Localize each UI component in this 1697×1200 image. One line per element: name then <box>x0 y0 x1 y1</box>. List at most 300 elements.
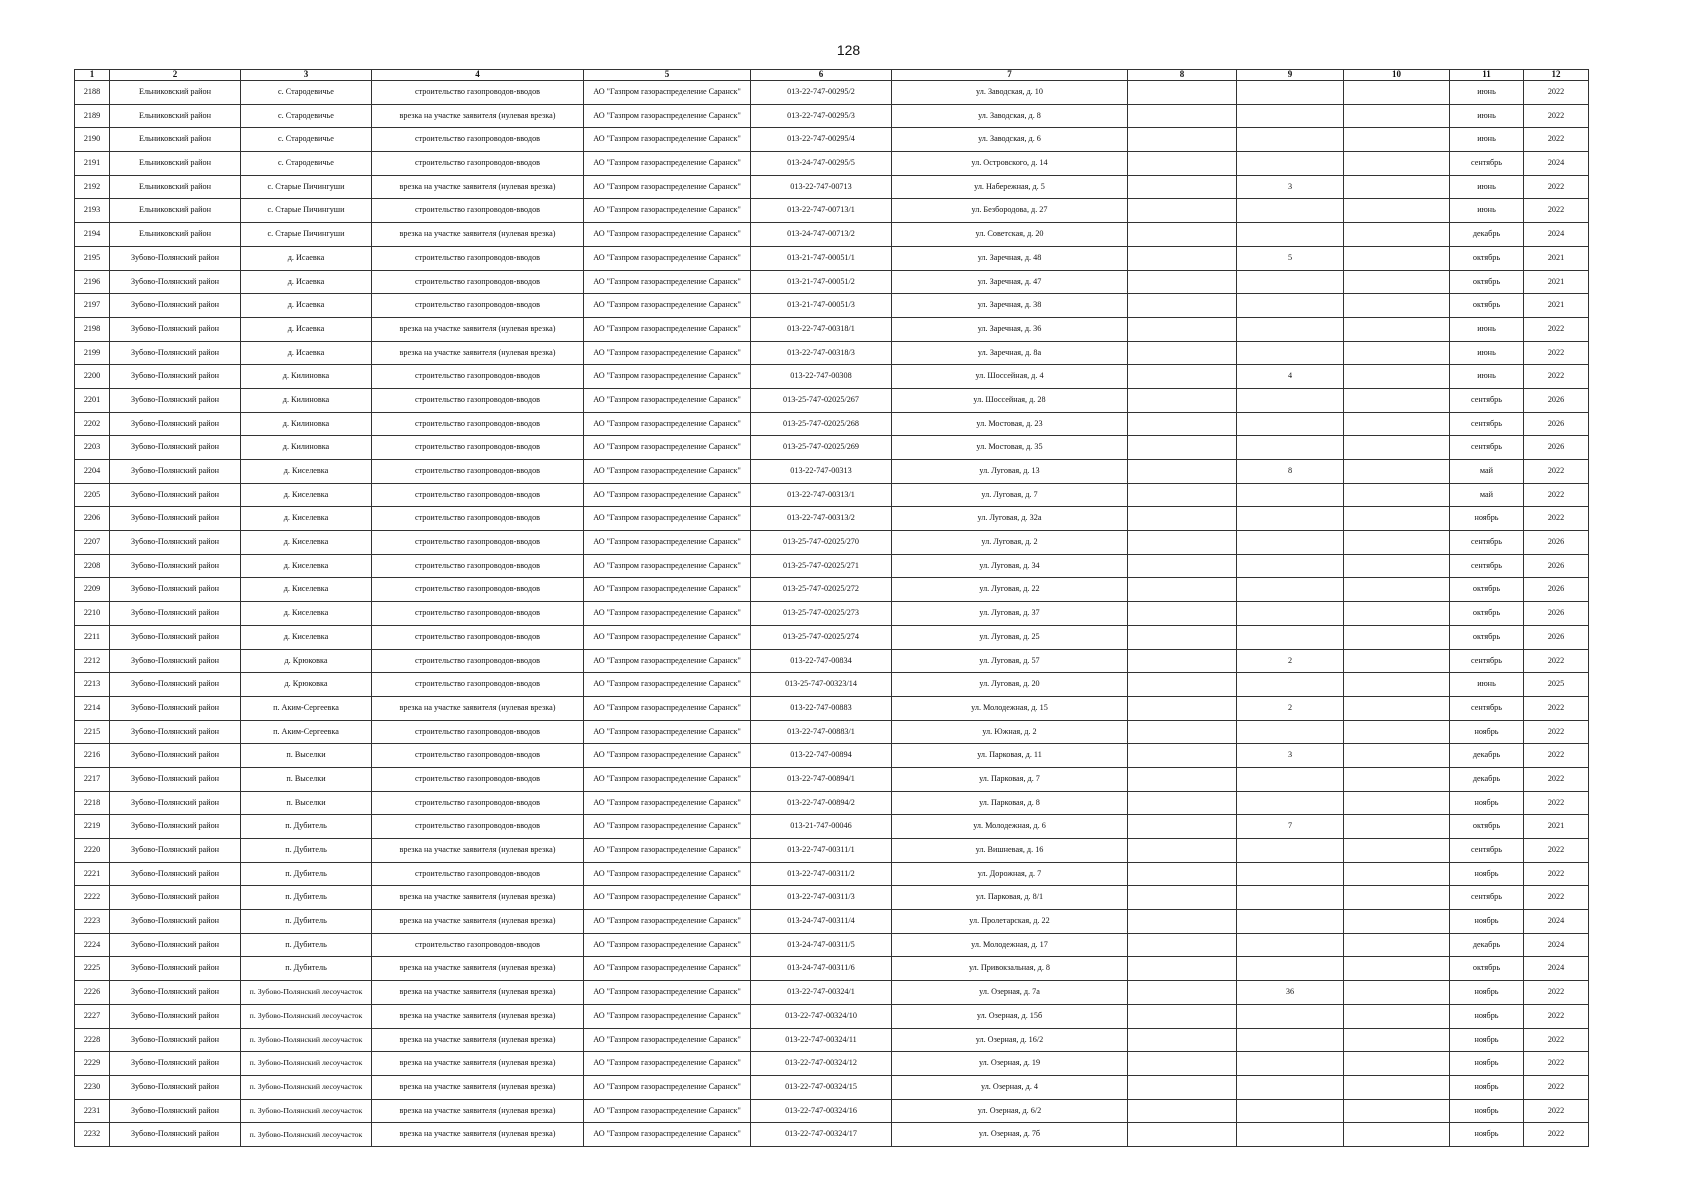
table-cell: 2188 <box>75 81 110 105</box>
table-cell: Зубово-Полянский район <box>110 933 241 957</box>
table-cell: Зубово-Полянский район <box>110 602 241 626</box>
table-cell: ул. Безбородова, д. 27 <box>892 199 1128 223</box>
table-cell: 2230 <box>75 1075 110 1099</box>
table-cell: д. Киселевка <box>241 554 372 578</box>
table-cell: Зубово-Полянский район <box>110 720 241 744</box>
table-cell: 2022 <box>1524 1052 1589 1076</box>
table-cell: ул. Озерная, д. 19 <box>892 1052 1128 1076</box>
table-cell: АО "Газпром газораспределение Саранск" <box>584 128 751 152</box>
table-cell: Ельниковский район <box>110 175 241 199</box>
table-row <box>75 696 1589 720</box>
table-cell: 2 <box>1237 696 1344 720</box>
table-cell: д. Килиновка <box>241 388 372 412</box>
table-cell <box>1128 483 1237 507</box>
table-cell: строительство газопроводов-вводов <box>372 531 584 555</box>
table-cell <box>1128 554 1237 578</box>
table-cell <box>1128 649 1237 673</box>
table-cell <box>1237 412 1344 436</box>
table-cell: АО "Газпром газораспределение Саранск" <box>584 341 751 365</box>
table-cell <box>1128 910 1237 934</box>
table-cell: 2213 <box>75 673 110 697</box>
table-cell: 013-25-747-02025/270 <box>751 531 892 555</box>
table-cell <box>1344 294 1450 318</box>
table-cell <box>1237 886 1344 910</box>
table-cell: д. Киселевка <box>241 460 372 484</box>
table-cell: АО "Газпром газораспределение Саранск" <box>584 317 751 341</box>
table-row <box>75 388 1589 412</box>
table-cell: АО "Газпром газораспределение Саранск" <box>584 1123 751 1147</box>
table-cell: 2022 <box>1524 81 1589 105</box>
table-cell: Зубово-Полянский район <box>110 744 241 768</box>
table-cell: ул. Молодежная, д. 6 <box>892 815 1128 839</box>
table-cell: 2215 <box>75 720 110 744</box>
table-cell <box>1237 957 1344 981</box>
table-cell: 013-24-747-00311/6 <box>751 957 892 981</box>
table-cell: Ельниковский район <box>110 223 241 247</box>
table-cell: 2191 <box>75 152 110 176</box>
table-cell: 013-22-747-00883/1 <box>751 720 892 744</box>
table-cell <box>1344 1028 1450 1052</box>
table-cell <box>1344 649 1450 673</box>
table-row <box>75 365 1589 389</box>
table-cell: АО "Газпром газораспределение Саранск" <box>584 152 751 176</box>
table-cell: ул. Заречная, д. 48 <box>892 246 1128 270</box>
table-cell <box>1128 1075 1237 1099</box>
table-cell: Зубово-Полянский район <box>110 388 241 412</box>
table-cell: АО "Газпром газораспределение Саранск" <box>584 1004 751 1028</box>
table-cell: 2204 <box>75 460 110 484</box>
table-cell: 013-22-747-00324/1 <box>751 981 892 1005</box>
table-cell: 2022 <box>1524 483 1589 507</box>
table-cell: июнь <box>1450 673 1524 697</box>
table-cell: 2022 <box>1524 981 1589 1005</box>
table-cell: 2210 <box>75 602 110 626</box>
table-cell: ул. Луговая, д. 2 <box>892 531 1128 555</box>
table-cell: 2022 <box>1524 886 1589 910</box>
table-cell <box>1128 720 1237 744</box>
table-cell: 2221 <box>75 862 110 886</box>
table-cell: сентябрь <box>1450 554 1524 578</box>
table-cell: АО "Газпром газораспределение Саранск" <box>584 104 751 128</box>
table-cell <box>1237 1075 1344 1099</box>
table-cell: 2224 <box>75 933 110 957</box>
table-cell: врезка на участке заявителя (нулевая врезка) <box>372 1099 584 1123</box>
table-cell: сентябрь <box>1450 696 1524 720</box>
table-cell: строительство газопроводов-вводов <box>372 933 584 957</box>
table-cell: АО "Газпром газораспределение Саранск" <box>584 673 751 697</box>
table-cell: июнь <box>1450 341 1524 365</box>
table-cell <box>1128 436 1237 460</box>
table-cell: строительство газопроводов-вводов <box>372 815 584 839</box>
table-cell: 013-25-747-02025/272 <box>751 578 892 602</box>
table-cell: декабрь <box>1450 744 1524 768</box>
table-cell: ул. Заводская, д. 10 <box>892 81 1128 105</box>
table-cell: Зубово-Полянский район <box>110 1099 241 1123</box>
table-cell <box>1128 341 1237 365</box>
table-cell <box>1128 602 1237 626</box>
table-cell: 2190 <box>75 128 110 152</box>
table-cell: июнь <box>1450 128 1524 152</box>
table-cell: Зубово-Полянский район <box>110 483 241 507</box>
table-cell: п. Зубово-Полянский лесоучасток <box>241 1099 372 1123</box>
table-cell: с. Стародевичье <box>241 81 372 105</box>
table-cell: май <box>1450 460 1524 484</box>
table-cell <box>1344 933 1450 957</box>
table-cell: 2022 <box>1524 720 1589 744</box>
table-row <box>75 602 1589 626</box>
table-cell: ул. Луговая, д. 7 <box>892 483 1128 507</box>
table-cell <box>1237 128 1344 152</box>
table-cell: 2021 <box>1524 294 1589 318</box>
table-cell <box>1344 815 1450 839</box>
table-cell: май <box>1450 483 1524 507</box>
table-cell: п. Дубитель <box>241 815 372 839</box>
table-cell: 013-22-747-00894 <box>751 744 892 768</box>
table-cell: 2228 <box>75 1028 110 1052</box>
table-cell: 013-21-747-00051/2 <box>751 270 892 294</box>
table-cell: ул. Пролетарская, д. 22 <box>892 910 1128 934</box>
table-cell <box>1344 1099 1450 1123</box>
table-cell <box>1237 199 1344 223</box>
table-cell: д. Исаевка <box>241 317 372 341</box>
table-cell <box>1344 696 1450 720</box>
table-cell: АО "Газпром газораспределение Саранск" <box>584 720 751 744</box>
table-cell: д. Киселевка <box>241 507 372 531</box>
table-cell: Ельниковский район <box>110 199 241 223</box>
table-cell: 2021 <box>1524 246 1589 270</box>
table-cell: строительство газопроводов-вводов <box>372 388 584 412</box>
table-cell: врезка на участке заявителя (нулевая врезка) <box>372 1028 584 1052</box>
page-number: 128 <box>836 42 861 58</box>
table-cell: 013-24-747-00311/4 <box>751 910 892 934</box>
table-cell: АО "Газпром газораспределение Саранск" <box>584 1028 751 1052</box>
table-row <box>75 957 1589 981</box>
table-cell <box>1344 1123 1450 1147</box>
table-cell: 013-22-747-00894/1 <box>751 767 892 791</box>
table-cell: ул. Мостовая, д. 35 <box>892 436 1128 460</box>
table-cell: ноябрь <box>1450 720 1524 744</box>
table-cell: п. Зубово-Полянский лесоучасток <box>241 1028 372 1052</box>
table-cell <box>1344 388 1450 412</box>
table-cell: строительство газопроводов-вводов <box>372 862 584 886</box>
table-cell: 2022 <box>1524 317 1589 341</box>
table-cell: Зубово-Полянский район <box>110 767 241 791</box>
table-cell <box>1128 507 1237 531</box>
column-header: 2 <box>110 70 241 81</box>
table-cell <box>1344 128 1450 152</box>
table-cell: 013-22-747-00894/2 <box>751 791 892 815</box>
table-cell: октябрь <box>1450 294 1524 318</box>
table-cell <box>1128 696 1237 720</box>
table-cell <box>1128 81 1237 105</box>
table-cell: строительство газопроводов-вводов <box>372 767 584 791</box>
table-row <box>75 1075 1589 1099</box>
table-cell: Зубово-Полянский район <box>110 412 241 436</box>
table-cell: АО "Газпром газораспределение Саранск" <box>584 365 751 389</box>
table-cell: 2022 <box>1524 507 1589 531</box>
table-cell <box>1128 104 1237 128</box>
table-cell: ул. Луговая, д. 34 <box>892 554 1128 578</box>
register-table <box>74 69 1589 1147</box>
table-row <box>75 246 1589 270</box>
table-row <box>75 744 1589 768</box>
table-cell <box>1128 317 1237 341</box>
table-cell: АО "Газпром газораспределение Саранск" <box>584 862 751 886</box>
table-cell: 2022 <box>1524 791 1589 815</box>
table-cell: строительство газопроводов-вводов <box>372 649 584 673</box>
table-cell <box>1237 767 1344 791</box>
table-cell: июнь <box>1450 175 1524 199</box>
table-cell <box>1128 767 1237 791</box>
table-cell <box>1128 270 1237 294</box>
table-cell: Зубово-Полянский район <box>110 317 241 341</box>
table-cell: АО "Газпром газораспределение Саранск" <box>584 578 751 602</box>
table-cell: июнь <box>1450 365 1524 389</box>
table-cell: АО "Газпром газораспределение Саранск" <box>584 957 751 981</box>
table-cell: 2220 <box>75 839 110 863</box>
table-cell <box>1237 1123 1344 1147</box>
table-cell: 013-22-747-00713/1 <box>751 199 892 223</box>
table-cell: 013-22-747-00324/12 <box>751 1052 892 1076</box>
table-cell: АО "Газпром газораспределение Саранск" <box>584 767 751 791</box>
table-cell: 013-22-747-00318/1 <box>751 317 892 341</box>
table-cell: ул. Парковая, д. 8 <box>892 791 1128 815</box>
table-cell: АО "Газпром газораспределение Саранск" <box>584 649 751 673</box>
table-cell <box>1344 744 1450 768</box>
table-cell: строительство газопроводов-вводов <box>372 720 584 744</box>
table-cell: АО "Газпром газораспределение Саранск" <box>584 531 751 555</box>
table-cell: врезка на участке заявителя (нулевая врезка) <box>372 981 584 1005</box>
table-row <box>75 862 1589 886</box>
table-cell: АО "Газпром газораспределение Саранск" <box>584 625 751 649</box>
table-cell <box>1237 81 1344 105</box>
table-cell: д. Исаевка <box>241 270 372 294</box>
table-cell: 013-22-747-00311/2 <box>751 862 892 886</box>
table-cell: 2024 <box>1524 933 1589 957</box>
table-cell: июнь <box>1450 81 1524 105</box>
table-cell: сентябрь <box>1450 649 1524 673</box>
table-cell: строительство газопроводов-вводов <box>372 246 584 270</box>
table-cell: АО "Газпром газораспределение Саранск" <box>584 910 751 934</box>
table-cell: ул. Шоссейная, д. 4 <box>892 365 1128 389</box>
table-cell: 8 <box>1237 460 1344 484</box>
table-cell: Зубово-Полянский район <box>110 578 241 602</box>
table-cell: АО "Газпром газораспределение Саранск" <box>584 81 751 105</box>
table-row <box>75 649 1589 673</box>
table-cell: 013-22-747-00295/4 <box>751 128 892 152</box>
table-cell: Зубово-Полянский район <box>110 696 241 720</box>
table-cell: врезка на участке заявителя (нулевая врезка) <box>372 317 584 341</box>
table-row <box>75 1052 1589 1076</box>
table-cell <box>1344 104 1450 128</box>
table-cell: д. Крюковка <box>241 673 372 697</box>
table-cell <box>1128 531 1237 555</box>
table-cell: 2022 <box>1524 1099 1589 1123</box>
table-cell: 2232 <box>75 1123 110 1147</box>
table-cell: с. Стародевичье <box>241 128 372 152</box>
table-cell <box>1237 223 1344 247</box>
table-cell: 2022 <box>1524 862 1589 886</box>
column-header: 11 <box>1450 70 1524 81</box>
table-cell <box>1128 625 1237 649</box>
table-cell <box>1128 199 1237 223</box>
column-header: 10 <box>1344 70 1450 81</box>
table-cell: п. Дубитель <box>241 839 372 863</box>
table-cell: ул. Озерная, д. 7б <box>892 1123 1128 1147</box>
table-cell: 013-25-747-02025/269 <box>751 436 892 460</box>
table-cell: АО "Газпром газораспределение Саранск" <box>584 981 751 1005</box>
table-cell: 4 <box>1237 365 1344 389</box>
table-cell <box>1344 886 1450 910</box>
table-cell <box>1128 578 1237 602</box>
table-cell: АО "Газпром газораспределение Саранск" <box>584 388 751 412</box>
table-cell <box>1128 175 1237 199</box>
table-row <box>75 886 1589 910</box>
table-cell <box>1344 507 1450 531</box>
table-cell: АО "Газпром газораспределение Саранск" <box>584 839 751 863</box>
table-cell: Зубово-Полянский район <box>110 365 241 389</box>
table-cell <box>1128 981 1237 1005</box>
table-cell <box>1237 602 1344 626</box>
table-cell <box>1237 341 1344 365</box>
table-cell: 2214 <box>75 696 110 720</box>
table-cell <box>1128 246 1237 270</box>
table-cell: 2022 <box>1524 1123 1589 1147</box>
table-cell: 2196 <box>75 270 110 294</box>
table-cell <box>1344 223 1450 247</box>
table-cell: сентябрь <box>1450 886 1524 910</box>
table-cell: ул. Луговая, д. 13 <box>892 460 1128 484</box>
table-cell: п. Зубово-Полянский лесоучасток <box>241 1075 372 1099</box>
table-cell <box>1237 1004 1344 1028</box>
table-cell: Зубово-Полянский район <box>110 649 241 673</box>
table-cell: 2212 <box>75 649 110 673</box>
table-cell <box>1128 839 1237 863</box>
table-cell: п. Зубово-Полянский лесоучасток <box>241 1123 372 1147</box>
table-cell: ул. Молодежная, д. 15 <box>892 696 1128 720</box>
column-header: 9 <box>1237 70 1344 81</box>
table-body <box>75 81 1589 1147</box>
table-cell <box>1128 365 1237 389</box>
table-cell: 2206 <box>75 507 110 531</box>
table-cell: 2193 <box>75 199 110 223</box>
table-cell: АО "Газпром газораспределение Саранск" <box>584 791 751 815</box>
table-cell: строительство газопроводов-вводов <box>372 578 584 602</box>
table-cell: 013-24-747-00295/5 <box>751 152 892 176</box>
table-cell: ул. Заводская, д. 8 <box>892 104 1128 128</box>
table-cell <box>1128 744 1237 768</box>
table-cell: 2199 <box>75 341 110 365</box>
table-cell: октябрь <box>1450 625 1524 649</box>
table-row <box>75 720 1589 744</box>
table-cell <box>1128 886 1237 910</box>
table-cell: ул. Парковая, д. 8/1 <box>892 886 1128 910</box>
table-cell: 2021 <box>1524 815 1589 839</box>
table-cell <box>1344 602 1450 626</box>
table-cell: 013-22-747-00311/1 <box>751 839 892 863</box>
table-cell <box>1344 152 1450 176</box>
table-cell <box>1128 1099 1237 1123</box>
table-cell: Зубово-Полянский район <box>110 1052 241 1076</box>
table-cell: п. Зубово-Полянский лесоучасток <box>241 1004 372 1028</box>
table-cell: 2229 <box>75 1052 110 1076</box>
table-cell: 2026 <box>1524 388 1589 412</box>
table-cell: ноябрь <box>1450 981 1524 1005</box>
table-cell <box>1128 673 1237 697</box>
table-cell: строительство газопроводов-вводов <box>372 744 584 768</box>
table-cell <box>1344 625 1450 649</box>
table-cell: строительство газопроводов-вводов <box>372 507 584 531</box>
table-cell: д. Килиновка <box>241 436 372 460</box>
table-cell: д. Киселевка <box>241 483 372 507</box>
table-cell: 2022 <box>1524 1028 1589 1052</box>
table-cell: 2022 <box>1524 175 1589 199</box>
table-row <box>75 104 1589 128</box>
table-cell: ул. Луговая, д. 20 <box>892 673 1128 697</box>
table-cell: врезка на участке заявителя (нулевая врезка) <box>372 696 584 720</box>
table-cell: Зубово-Полянский район <box>110 1004 241 1028</box>
column-header: 8 <box>1128 70 1237 81</box>
table-cell: ул. Озерная, д. 15б <box>892 1004 1128 1028</box>
table-cell: июнь <box>1450 104 1524 128</box>
table-cell: 2189 <box>75 104 110 128</box>
table-cell <box>1344 175 1450 199</box>
table-cell: Зубово-Полянский район <box>110 1123 241 1147</box>
table-cell: июнь <box>1450 199 1524 223</box>
table-cell: 2205 <box>75 483 110 507</box>
table-row <box>75 839 1589 863</box>
table-cell <box>1237 578 1344 602</box>
table-cell: с. Старые Пичингуши <box>241 175 372 199</box>
table-cell: ул. Парковая, д. 11 <box>892 744 1128 768</box>
table-cell: 2195 <box>75 246 110 270</box>
table-cell: 2024 <box>1524 223 1589 247</box>
table-cell: Зубово-Полянский район <box>110 957 241 981</box>
column-header: 7 <box>892 70 1128 81</box>
table-row <box>75 483 1589 507</box>
table-cell: 36 <box>1237 981 1344 1005</box>
table-cell: АО "Газпром газораспределение Саранск" <box>584 1075 751 1099</box>
table-cell: врезка на участке заявителя (нулевая врезка) <box>372 910 584 934</box>
table-cell: врезка на участке заявителя (нулевая врезка) <box>372 104 584 128</box>
table-cell: сентябрь <box>1450 412 1524 436</box>
table-cell: п. Зубово-Полянский лесоучасток <box>241 981 372 1005</box>
table-cell: д. Киселевка <box>241 531 372 555</box>
table-cell: сентябрь <box>1450 152 1524 176</box>
table-cell: октябрь <box>1450 246 1524 270</box>
table-cell: ул. Заречная, д. 38 <box>892 294 1128 318</box>
table-cell: 013-21-747-00051/1 <box>751 246 892 270</box>
table-cell <box>1237 862 1344 886</box>
table-cell: 013-22-747-00324/17 <box>751 1123 892 1147</box>
table-cell: АО "Газпром газораспределение Саранск" <box>584 602 751 626</box>
table-cell: ул. Вишневая, д. 16 <box>892 839 1128 863</box>
table-cell: 013-22-747-00324/10 <box>751 1004 892 1028</box>
table-cell: д. Килиновка <box>241 412 372 436</box>
table-cell <box>1128 1028 1237 1052</box>
table-cell: строительство газопроводов-вводов <box>372 294 584 318</box>
table-cell: п. Выселки <box>241 791 372 815</box>
table-cell: ноябрь <box>1450 791 1524 815</box>
table-cell <box>1344 412 1450 436</box>
table-cell: октябрь <box>1450 578 1524 602</box>
table-cell: 2231 <box>75 1099 110 1123</box>
table-cell <box>1128 791 1237 815</box>
table-cell: Ельниковский район <box>110 128 241 152</box>
table-cell <box>1344 981 1450 1005</box>
table-cell <box>1237 436 1344 460</box>
table-cell: п. Дубитель <box>241 933 372 957</box>
